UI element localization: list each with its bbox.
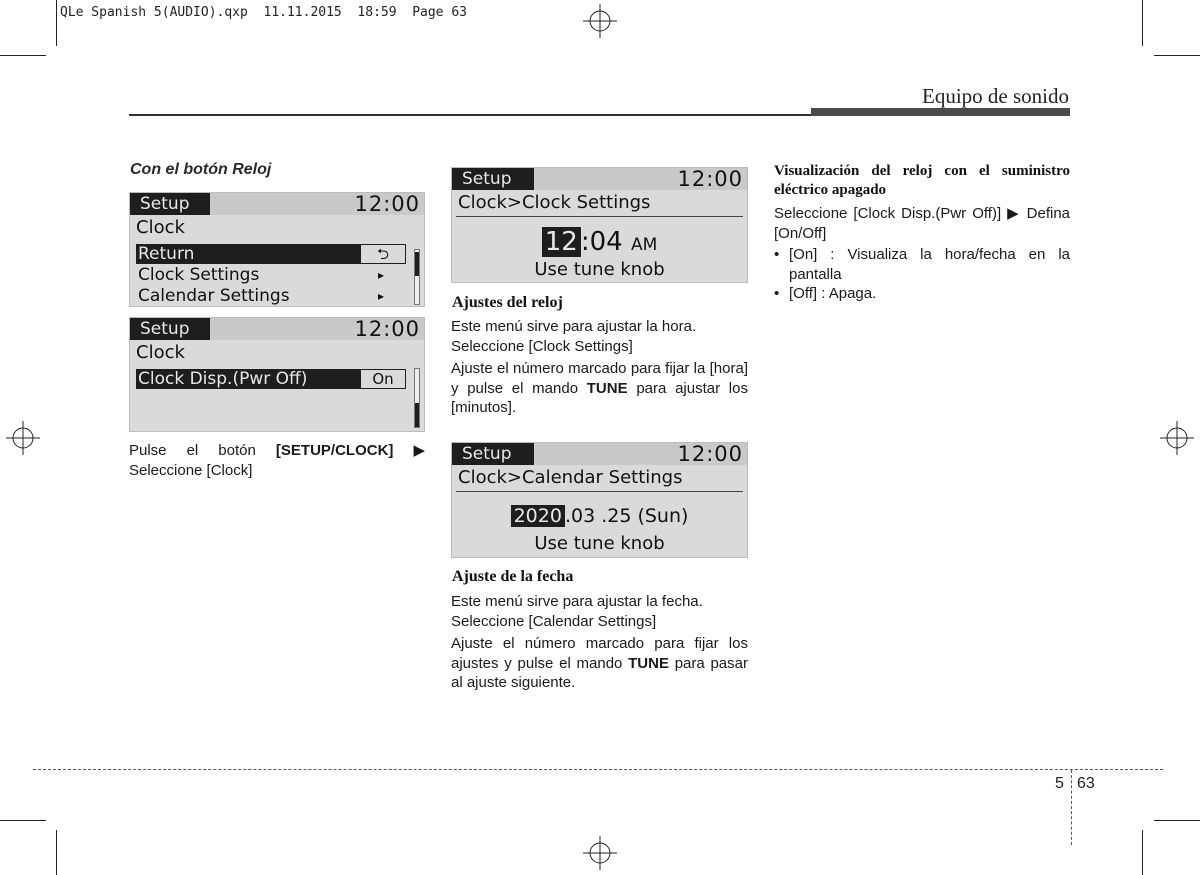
subsection-heading: Con el botón Reloj — [130, 161, 272, 178]
screen-time: 12:00 — [677, 167, 743, 191]
printer-slug: QLe Spanish 5(AUDIO).qxp 11.11.2015 18:59 Page 63 — [60, 5, 467, 20]
date-settings-p2: Seleccione [Calendar Settings] — [451, 613, 657, 630]
header-rule — [129, 114, 819, 116]
screen-time: 12:00 — [677, 442, 743, 466]
breadcrumb-underline — [456, 491, 743, 492]
return-icon: ⮌ — [361, 245, 405, 263]
clock-settings-p1: Este menú sirve para ajustar la hora. — [451, 318, 697, 335]
breadcrumb-underline — [456, 216, 743, 217]
lcd-screen-clock-menu — [129, 192, 425, 307]
header-rule-accent — [811, 108, 1070, 116]
on-value: On — [361, 370, 405, 388]
screen-tab: Setup — [452, 443, 534, 465]
screen-breadcrumb: Clock — [136, 342, 185, 363]
page-number: 63 — [1077, 775, 1095, 792]
lcd-screen-clock-display — [129, 317, 425, 432]
registration-mark-icon — [6, 421, 40, 455]
registration-mark-icon — [583, 836, 617, 870]
year-field: 2020 — [511, 505, 565, 527]
screen-time: 12:00 — [354, 192, 420, 216]
clock-settings-p3: Ajuste el número marcado para fijar la [hora] y pulse el mando TUNE para ajustar los [minutos]. — [451, 360, 748, 416]
crop-mark — [1154, 55, 1200, 56]
registration-mark-icon — [1160, 421, 1194, 455]
chevron-right-icon: ▸ — [377, 268, 384, 282]
chapter-number: 5 — [1055, 775, 1064, 792]
menu-item-calendar-settings: Calendar Settings ▸ — [138, 286, 384, 306]
tune-hint: Use tune knob — [534, 259, 665, 280]
clock-settings-p2: Seleccione [Clock Settings] — [451, 338, 633, 355]
clock-value: 12 :04 AM — [452, 226, 747, 261]
clock-display-p1: Seleccione [Clock Disp.(Pwr Off)] ▶ Defina [On/Off] — [774, 205, 1070, 242]
scrollbar — [414, 249, 420, 305]
bullet-item-off: • [Off] : Apaga. — [774, 285, 877, 302]
crop-mark — [1142, 830, 1143, 875]
crop-mark — [1142, 0, 1143, 46]
hour-field: 12 — [542, 227, 581, 257]
crop-mark — [56, 830, 57, 875]
date-settings-p3: Ajuste el número marcado para fijar los ajustes y pulse el mando TUNE para pasar al ajuste siguiente. — [451, 635, 748, 691]
screen-breadcrumb: Clock — [136, 217, 185, 238]
menu-item-clock-disp: Clock Disp.(Pwr Off) On — [136, 369, 406, 389]
bullet-item-on: • [On] : Visualiza la hora/fecha en la pantalla — [774, 246, 1070, 283]
clock-settings-heading: Ajustes del reloj — [452, 294, 563, 311]
date-value: 2020 .03 .25 (Sun) — [452, 503, 747, 529]
lcd-screen-calendar-settings — [451, 442, 748, 558]
date-settings-heading: Ajuste de la fecha — [452, 568, 574, 585]
screen-breadcrumb: Clock>Calendar Settings — [458, 467, 683, 488]
footer-divider — [1071, 770, 1072, 845]
instruction-text: Pulse el botón [SETUP/CLOCK] ▶ Seleccione [Clock] — [129, 442, 425, 479]
screen-time: 12:00 — [354, 317, 420, 341]
registration-mark-icon — [583, 4, 617, 38]
menu-item-clock-settings: Clock Settings ▸ — [138, 265, 384, 285]
tune-hint: Use tune knob — [534, 533, 665, 554]
crop-mark — [56, 0, 57, 46]
date-settings-p1: Este menú sirve para ajustar la fecha. — [451, 593, 703, 610]
crop-mark — [0, 820, 46, 821]
section-title: Equipo de sonido — [922, 84, 1069, 108]
footer-rule — [33, 769, 1163, 770]
screen-tab: Setup — [130, 193, 210, 215]
scrollbar — [414, 368, 420, 428]
crop-mark — [0, 55, 46, 56]
chevron-right-icon: ▸ — [377, 289, 384, 303]
screen-breadcrumb: Clock>Clock Settings — [458, 192, 651, 213]
clock-display-heading: Visualización del reloj con el suministro eléctrico apagado — [774, 163, 1070, 198]
lcd-screen-clock-settings — [451, 167, 748, 283]
screen-tab: Setup — [452, 168, 534, 190]
menu-item-return: Return ⮌ — [136, 244, 406, 264]
crop-mark — [1154, 820, 1200, 821]
screen-tab: Setup — [130, 318, 210, 340]
